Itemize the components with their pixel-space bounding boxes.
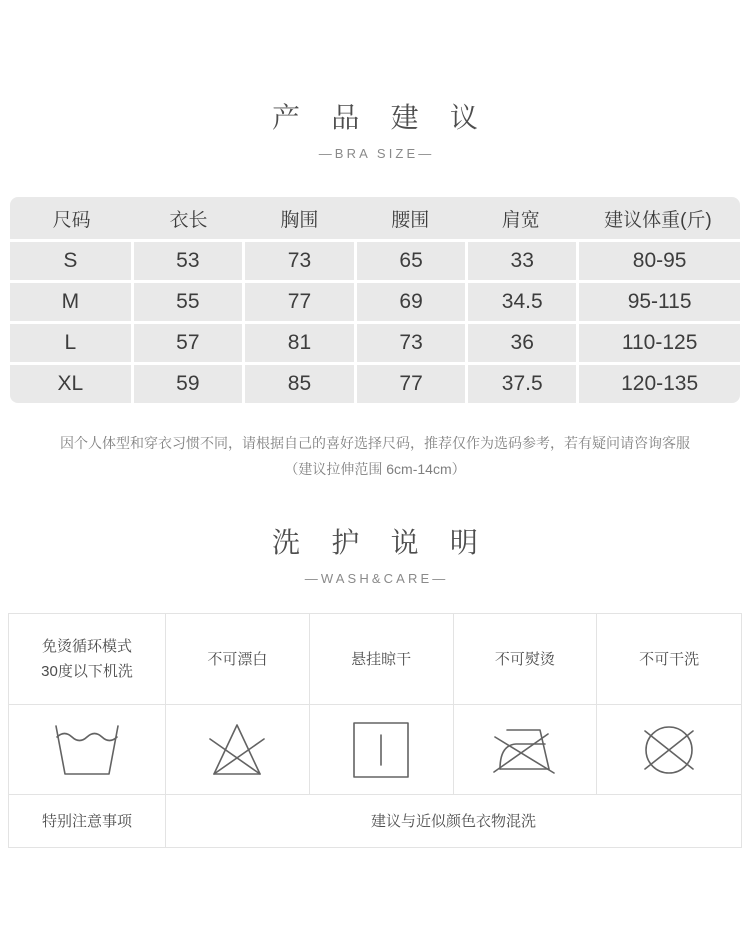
- care-icon-cell: [9, 705, 166, 795]
- special-note-label: [9, 795, 166, 847]
- table-cell: 36: [468, 324, 576, 362]
- table-cell: 110-125: [579, 324, 740, 362]
- table-cell: 77: [357, 365, 465, 403]
- table-cell: 55: [134, 283, 242, 321]
- size-table-row-xl: [10, 365, 740, 403]
- care-label-do-not-dry-clean: [597, 614, 741, 705]
- special-note-value-text: 建议与近似颜色衣物混洗: [370, 812, 536, 830]
- do-not-bleach-icon: [207, 721, 267, 778]
- table-cell: M: [10, 283, 131, 321]
- do-not-iron-icon: [492, 723, 558, 777]
- table-cell: 69: [357, 283, 465, 321]
- table-cell: 57: [134, 324, 242, 362]
- size-table-header-shoulder: 肩宽: [501, 209, 540, 231]
- care-icon-cell: [597, 705, 741, 795]
- wash-care-section: [0, 521, 750, 848]
- hang-dry-icon: [352, 721, 410, 779]
- product-section-title: 产 品 建 议: [272, 102, 490, 133]
- size-note-line2: （建议拉伸范围 6cm-14cm）: [284, 461, 466, 477]
- table-cell: 73: [245, 242, 354, 280]
- machine-wash-icon: [52, 724, 122, 776]
- care-icon-cell: [310, 705, 454, 795]
- table-cell: 80-95: [579, 242, 740, 280]
- size-table-header-weight: 建议体重(斤): [604, 209, 712, 231]
- care-label-line: 不可熨烫: [494, 650, 555, 668]
- table-cell: XL: [10, 365, 131, 403]
- special-note-label-text: 特别注意事项: [41, 812, 132, 830]
- size-table-row-m: [10, 283, 740, 321]
- size-table-header-bust: 胸围: [280, 209, 319, 231]
- size-table-row-l: [10, 324, 740, 362]
- care-icon-cell: [454, 705, 598, 795]
- size-table-header-length: 衣长: [169, 209, 208, 231]
- care-label-line: 30度以下机洗: [41, 663, 133, 680]
- care-label-do-not-iron: [454, 614, 598, 705]
- table-cell: 53: [134, 242, 242, 280]
- care-table: [8, 613, 742, 848]
- care-section-subtitle: —WASH&CARE—: [304, 571, 449, 586]
- table-cell: 77: [245, 283, 354, 321]
- care-label-hang-dry: [310, 614, 454, 705]
- size-table-header-waist: 腰围: [391, 209, 430, 231]
- table-cell: 34.5: [468, 283, 576, 321]
- table-cell: 59: [134, 365, 242, 403]
- table-cell: 73: [357, 324, 465, 362]
- table-cell: S: [10, 242, 131, 280]
- size-note-line1: 因个人体型和穿衣习惯不同，请根据自己的喜好选择尺码，推荐仅作为选码参考，若有疑问请咨询客服: [60, 435, 690, 451]
- care-icon-cell: [166, 705, 310, 795]
- table-cell: L: [10, 324, 131, 362]
- care-label-line: 免烫循环模式: [41, 638, 132, 655]
- care-label-line: 不可干洗: [639, 650, 700, 668]
- table-cell: 120-135: [579, 365, 740, 403]
- table-cell: 95-115: [579, 283, 740, 321]
- table-cell: 33: [468, 242, 576, 280]
- size-table-row-s: [10, 242, 740, 280]
- size-note: [0, 430, 750, 482]
- care-label-line: 不可漂白: [207, 650, 268, 668]
- table-cell: 65: [357, 242, 465, 280]
- table-cell: 37.5: [468, 365, 576, 403]
- do-not-dry-clean-icon: [638, 719, 700, 781]
- table-cell: 85: [245, 365, 354, 403]
- size-table-header-size: 尺码: [52, 209, 91, 231]
- care-section-title: 洗 护 说 明: [272, 527, 490, 558]
- care-label-machine-wash: [9, 614, 166, 705]
- size-table: [10, 197, 740, 403]
- size-table-header-row: [10, 197, 740, 239]
- product-section-subtitle: —BRA SIZE—: [318, 146, 435, 161]
- table-cell: 81: [245, 324, 354, 362]
- care-label-do-not-bleach: [166, 614, 310, 705]
- care-label-line: 悬挂晾干: [351, 650, 412, 668]
- special-note-value: [166, 795, 741, 847]
